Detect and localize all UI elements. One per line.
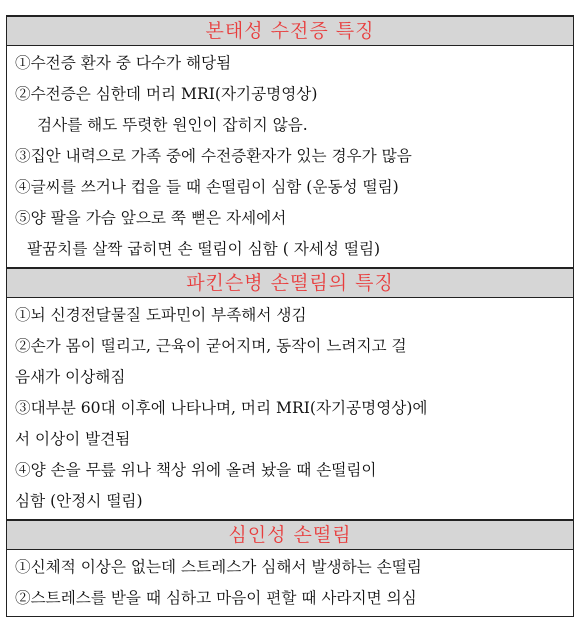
list-item: ②손가 몸이 떨리고, 근육이 굳어지며, 동작이 느려지고 걸 [15, 337, 407, 355]
section-body-psychogenic-tremor [7, 550, 573, 616]
list-item: ④글씨를 쓰거나 컵을 들 때 손떨림이 심함 (운동성 떨림) [15, 178, 399, 196]
list-item: ③대부분 60대 이후에 나타나며, 머리 MRI(자기공명영상)에 [15, 399, 428, 417]
list-item: 검사를 해도 뚜렷한 원인이 잡히지 않음. [37, 116, 308, 134]
section-title-psychogenic-tremor: 심인성 손떨림 [7, 519, 573, 550]
list-item: ⑤양 팔을 가슴 앞으로 쭉 뻗은 자세에서 [15, 209, 287, 227]
section-title-essential-tremor: 본태성 수전증 특징 [7, 15, 573, 46]
list-item: ①신체적 이상은 없는데 스트레스가 심해서 발생하는 손떨림 [15, 558, 422, 576]
section-body-parkinsons-tremor [7, 298, 573, 519]
list-item: ④양 손을 무릎 위나 책상 위에 올려 놨을 때 손떨림이 [15, 461, 377, 479]
section-title-parkinsons-tremor: 파킨슨병 손떨림의 특징 [7, 267, 573, 298]
list-item: ③집안 내력으로 가족 중에 수전증환자가 있는 경우가 많음 [15, 147, 412, 165]
info-table [6, 15, 574, 617]
list-item: 심함 (안정시 떨림) [15, 492, 143, 510]
list-item: ①수전증 환자 중 다수가 해당됨 [15, 54, 232, 72]
list-item: 팔꿈치를 살짝 굽히면 손 떨림이 심함 ( 자세성 떨림) [27, 240, 381, 258]
list-item: 서 이상이 발견됨 [15, 430, 131, 448]
list-item: ①뇌 신경전달물질 도파민이 부족해서 생김 [15, 306, 307, 324]
list-item: ②스트레스를 받을 때 심하고 마음이 편할 때 사라지면 의심 [15, 589, 417, 607]
section-body-essential-tremor [7, 46, 573, 267]
list-item: ②수전증은 심한데 머리 MRI(자기공명영상) [15, 85, 318, 103]
list-item: 음새가 이상해짐 [15, 368, 126, 386]
